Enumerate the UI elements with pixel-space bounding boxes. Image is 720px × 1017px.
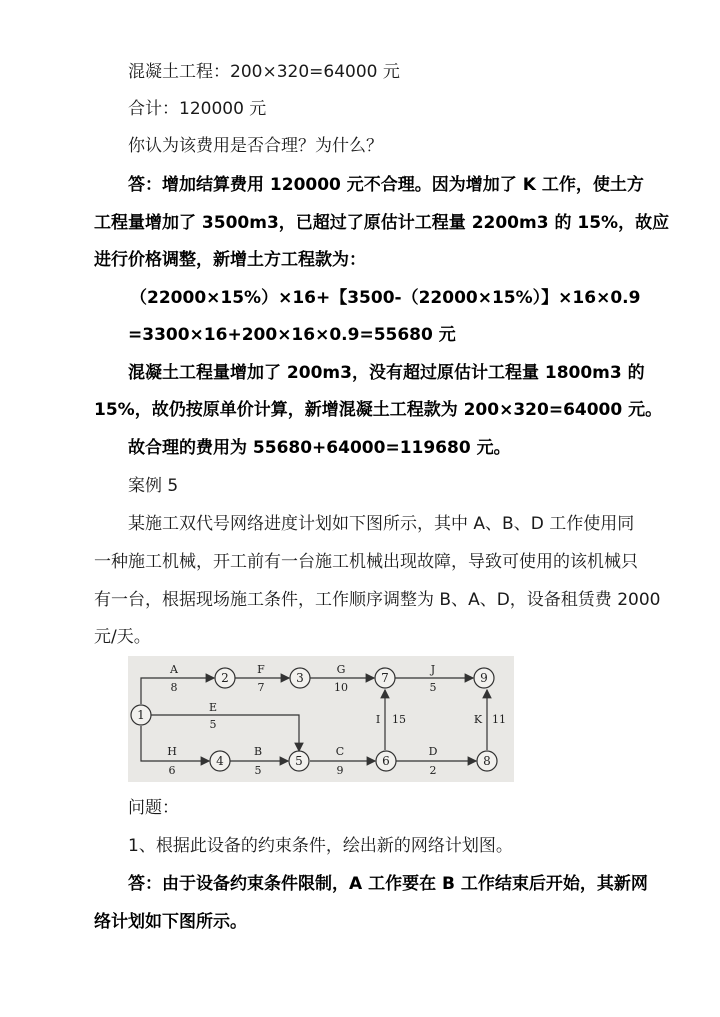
concrete-line-2: 15%，故仍按原单价计算，新增混凝土工程款为 200×320=64000 元。 (94, 400, 663, 420)
formula-line-2: =3300×16+200×16×0.9=55680 元 (128, 325, 456, 345)
activity-b-duration: 5 (254, 764, 262, 777)
case-para-2: 一种施工机械，开工前有一台施工机械出现故障，导致可使用的该机械只 (94, 552, 638, 572)
arrow-a (141, 678, 214, 704)
answer-q1-line-1: 答：由于设备约束条件限制，A 工作要在 B 工作结束后开始，其新网 (128, 874, 648, 894)
case-para-3: 有一台，根据现场施工条件，工作顺序调整为 B、A、D，设备租赁费 2000 (94, 590, 661, 610)
concrete-line-1: 混凝土工程量增加了 200m3，没有超过原估计工程量 1800m3 的 (128, 363, 645, 383)
activity-a-duration: 8 (170, 681, 178, 694)
node-2-label: 2 (221, 671, 229, 685)
activity-e-duration: 5 (209, 718, 217, 731)
activity-c-duration: 9 (336, 764, 344, 777)
answer-q1-line-2: 络计划如下图所示。 (94, 912, 247, 932)
activity-d-duration: 2 (429, 764, 437, 777)
node-7-label: 7 (381, 671, 389, 685)
activity-g-duration: 10 (334, 681, 348, 694)
node-6-label: 6 (382, 754, 390, 768)
activity-k-name: K (473, 713, 483, 726)
activity-a-name: A (170, 663, 178, 676)
activity-k-duration: 11 (492, 713, 506, 726)
case-heading: 案例 5 (128, 476, 179, 496)
activity-h-duration: 6 (168, 764, 176, 777)
case-para-1: 某施工双代号网络进度计划如下图所示，其中 A、B、D 工作使用同 (128, 514, 635, 534)
activity-c-name: C (335, 745, 345, 758)
node-3-label: 3 (296, 671, 304, 685)
activity-j-duration: 5 (429, 681, 437, 694)
activity-f-duration: 7 (257, 681, 265, 694)
formula-line-1: （22000×15%）×16+【3500-（22000×15%）】×16×0.9 (130, 288, 641, 308)
line-concrete-cost: 混凝土工程：200×320=64000 元 (128, 62, 400, 82)
case-para-4: 元/天。 (94, 627, 151, 647)
question-reasonable: 你认为该费用是否合理？为什么？ (128, 136, 383, 156)
activity-j-name: J (430, 663, 436, 676)
answer-line-2: 工程量增加了 3500m3，已超过了原估计工程量 2200m3 的 15%，故应 (94, 213, 670, 233)
activity-i-duration: 15 (392, 713, 406, 726)
node-9-label: 9 (480, 671, 488, 685)
activity-b-name: B (253, 745, 263, 758)
activity-i-name: I (375, 713, 381, 726)
node-5-label: 5 (295, 754, 303, 768)
answer-line-3: 进行价格调整，新增土方工程款为： (94, 250, 366, 270)
line-total: 合计：120000 元 (128, 99, 267, 119)
node-4-label: 4 (216, 754, 224, 768)
total-reasonable: 故合理的费用为 55680+64000=119680 元。 (128, 438, 511, 458)
activity-h-name: H (167, 745, 177, 758)
activity-f-name: F (257, 663, 265, 676)
node-8-label: 8 (483, 754, 491, 768)
node-1-label: 1 (137, 708, 145, 722)
network-svg (128, 656, 514, 782)
question-1: 1、根据此设备的约束条件，绘出新的网络计划图。 (128, 836, 513, 856)
network-diagram (128, 656, 514, 782)
answer-line-1: 答：增加结算费用 120000 元不合理。因为增加了 K 工作，使土方 (128, 175, 644, 195)
activity-d-name: D (428, 745, 438, 758)
activity-e-name: E (208, 701, 218, 714)
questions-heading: 问题： (128, 798, 179, 818)
activity-g-name: G (336, 663, 346, 676)
